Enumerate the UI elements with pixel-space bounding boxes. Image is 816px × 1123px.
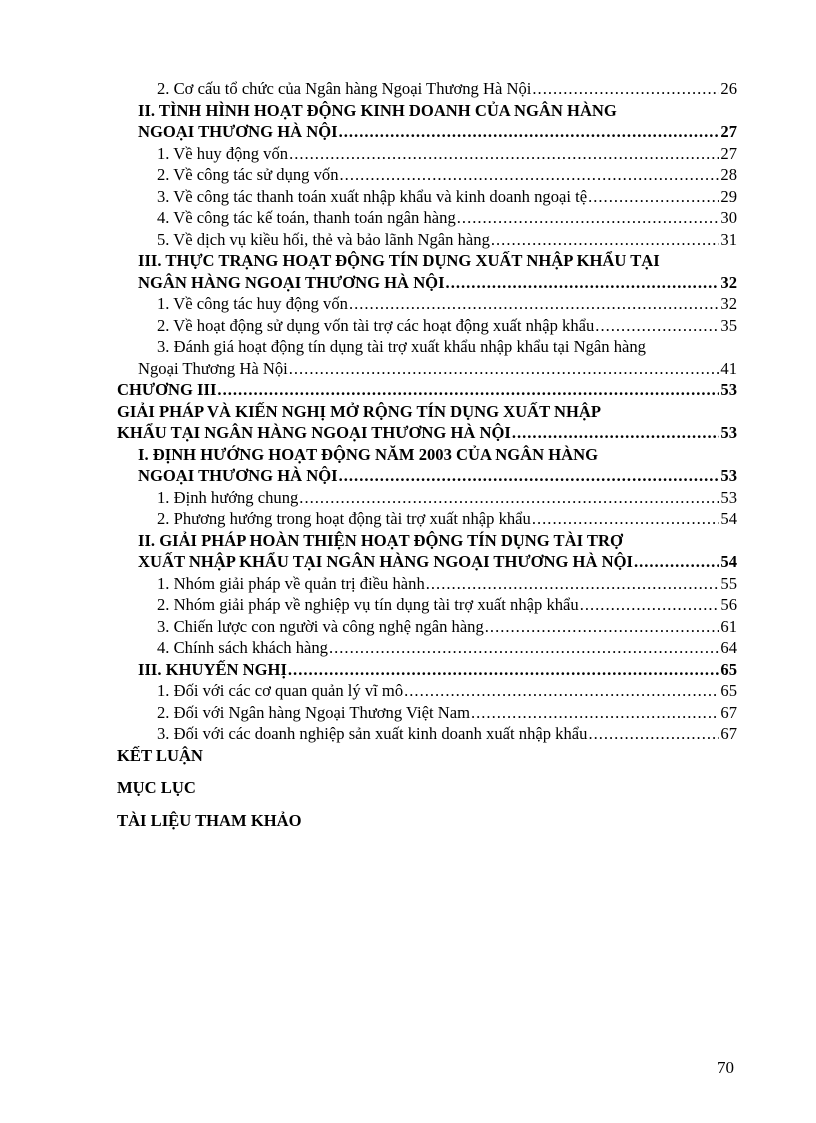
toc-entry-page: 32 — [720, 272, 737, 292]
dot-leader — [588, 723, 719, 745]
toc-entry — [117, 616, 737, 638]
toc-heading: 3. Đánh giá hoạt động tín dụng tài trợ xuất khẩu nhập khẩu tại Ngân hàng — [157, 337, 646, 356]
toc-heading: II. GIẢI PHÁP HOÀN THIỆN HOẠT ĐỘNG TÍN DỤNG TÀI TRỢ — [138, 530, 623, 550]
toc-entry-page: 54 — [720, 509, 737, 528]
toc-entry-page: 54 — [720, 552, 737, 571]
toc-heading: GIẢI PHÁP VÀ KIẾN NGHỊ MỞ RỘNG TÍN DỤNG XUẤT NHẬP — [117, 401, 602, 421]
toc-entry-title: 3. Chiến lược con người và công nghệ ngân hàng — [157, 616, 484, 636]
toc-entry-page: 27 — [720, 122, 737, 141]
toc-entry-title: 4. Về công tác kế toán, thanh toán ngân hàng — [157, 208, 456, 227]
toc-heading: III. THỰC TRẠNG HOẠT ĐỘNG TÍN DỤNG XUẤT NHẬP KHẨU TẠI — [138, 251, 660, 270]
toc-entry-page: 55 — [720, 573, 737, 593]
toc-entry-title: 1. Về công tác huy động vốn — [157, 294, 348, 313]
dot-leader — [580, 594, 720, 616]
toc-entry-title: NGOẠI THƯƠNG HÀ NỘI — [138, 466, 338, 485]
toc-entry-page: 27 — [720, 143, 737, 163]
toc-entry — [117, 594, 737, 616]
toc-entry-page: 41 — [720, 358, 737, 378]
toc-heading: KẾT LUẬN — [117, 745, 203, 765]
toc-entry-page: 64 — [720, 638, 737, 657]
toc-entry-page: 53 — [720, 423, 737, 442]
dot-leader — [299, 487, 719, 509]
toc-entry — [117, 680, 737, 702]
toc-entry — [117, 508, 737, 530]
toc-entry — [117, 78, 737, 100]
toc-entry — [117, 379, 737, 401]
toc-entry-title: 1. Đối với các cơ quan quản lý vĩ mô — [157, 681, 404, 700]
dot-leader — [491, 229, 720, 251]
toc-entry — [117, 465, 737, 487]
toc-entry-title: 1. Nhóm giải pháp về quản trị điều hành — [157, 573, 425, 593]
toc-entry-title: XUẤT NHẬP KHẨU TẠI NGÂN HÀNG NGOẠI THƯƠNG HÀ NỘI — [138, 552, 633, 571]
toc-heading: I. ĐỊNH HƯỚNG HOẠT ĐỘNG NĂM 2003 CỦA NGÂN HÀNG — [138, 444, 599, 464]
toc-heading: TÀI LIỆU THAM KHẢO — [117, 810, 302, 830]
toc-entry-title: 5. Về dịch vụ kiều hối, thẻ và bảo lãnh Ngân hàng — [157, 229, 490, 249]
toc-entry-page: 35 — [720, 315, 737, 335]
toc-entry — [117, 723, 737, 745]
dot-leader — [426, 573, 720, 595]
toc-entry-page: 53 — [720, 487, 737, 507]
toc-entry — [117, 659, 737, 681]
toc-entry-page: 31 — [720, 229, 737, 249]
toc-entry — [117, 143, 737, 165]
toc-entry-title: 2. Về hoạt động sử dụng vốn tài trợ các hoạt động xuất nhập khẩu — [157, 315, 595, 335]
toc-spacer — [117, 766, 737, 777]
dot-leader — [485, 616, 720, 638]
toc-entry-page: 30 — [720, 208, 737, 227]
toc-entry-title: NGOẠI THƯƠNG HÀ NỘI — [138, 122, 338, 141]
dot-leader — [288, 659, 720, 681]
toc-entry-title: NGÂN HÀNG NGOẠI THƯƠNG HÀ NỘI — [138, 272, 445, 292]
toc-entry — [117, 207, 737, 229]
toc-entry-page: 53 — [720, 466, 737, 485]
toc-entry — [117, 315, 737, 337]
dot-leader — [595, 315, 719, 337]
toc-entry-title: 3. Đối với các doanh nghiệp sản xuất kinh doanh xuất nhập khẩu — [157, 724, 588, 743]
dot-leader — [532, 78, 719, 100]
toc-entry-title: 3. Về công tác thanh toán xuất nhập khẩu và kinh doanh ngoại tệ — [157, 186, 588, 206]
toc-entry-page: 53 — [720, 380, 737, 399]
dot-leader — [588, 186, 719, 208]
dot-leader — [339, 465, 720, 487]
toc-entry-title: 2. Phương hướng trong hoạt động tài trợ xuất nhập khẩu — [157, 509, 531, 528]
toc-entry-page: 26 — [720, 79, 737, 98]
dot-leader — [289, 143, 719, 165]
toc-entry-page: 61 — [720, 616, 737, 636]
toc-entry-page: 65 — [720, 659, 737, 679]
toc-entry — [117, 186, 737, 208]
toc-entry — [117, 358, 737, 380]
toc-entry-title: Ngoại Thương Hà Nội — [138, 358, 288, 378]
toc-entry-page: 56 — [720, 595, 737, 614]
toc-entry — [117, 573, 737, 595]
toc-entry — [117, 293, 737, 315]
toc-entry-page: 65 — [720, 681, 737, 700]
toc-entry-title: 2. Nhóm giải pháp về nghiệp vụ tín dụng tài trợ xuất nhập khẩu — [157, 595, 579, 614]
toc-entry-title: III. KHUYẾN NGHỊ — [138, 659, 287, 679]
toc-heading: MỤC LỤC — [117, 778, 196, 797]
toc-entry — [117, 637, 737, 659]
toc-entry-title: 1. Về huy động vốn — [157, 143, 289, 163]
toc-entry-title: 1. Định hướng chung — [157, 487, 299, 507]
dot-leader — [404, 680, 719, 702]
dot-leader — [512, 422, 720, 444]
toc-entry-page: 67 — [720, 724, 737, 743]
toc-entry-title: 2. Cơ cấu tổ chức của Ngân hàng Ngoại Thương Hà Nội — [157, 79, 532, 98]
toc-entry — [117, 229, 737, 251]
toc-entry-title: 2. Đối với Ngân hàng Ngoại Thương Việt Nam — [157, 702, 470, 722]
toc-entry — [117, 422, 737, 444]
toc-spacer — [117, 799, 737, 810]
dot-leader — [634, 551, 719, 573]
toc-entry-page: 32 — [720, 294, 737, 313]
dot-leader — [471, 702, 719, 724]
toc-entry-page: 67 — [720, 702, 737, 722]
toc-entry — [117, 551, 737, 573]
dot-leader — [329, 637, 719, 659]
toc-heading: II. TÌNH HÌNH HOẠT ĐỘNG KINH DOANH CỦA NGÂN HÀNG — [138, 100, 617, 120]
dot-leader — [532, 508, 720, 530]
toc-entry-title: 4. Chính sách khách hàng — [157, 638, 328, 657]
dot-leader — [339, 121, 720, 143]
dot-leader — [217, 379, 719, 401]
toc-entry — [117, 487, 737, 509]
toc-entry — [117, 272, 737, 294]
toc-entry-page: 28 — [720, 165, 737, 184]
dot-leader — [289, 358, 720, 380]
toc-entry-page: 29 — [720, 186, 737, 206]
table-of-contents — [117, 78, 737, 831]
toc-entry-title: CHƯƠNG III — [117, 380, 217, 399]
toc-entry — [117, 702, 737, 724]
toc-entry — [117, 164, 737, 186]
dot-leader — [446, 272, 720, 294]
dot-leader — [340, 164, 720, 186]
toc-entry-title: 2. Về công tác sử dụng vốn — [157, 165, 339, 184]
toc-entry — [117, 121, 737, 143]
dot-leader — [457, 207, 720, 229]
dot-leader — [349, 293, 719, 315]
page-number: 70 — [717, 1058, 734, 1077]
toc-entry-title: KHẨU TẠI NGÂN HÀNG NGOẠI THƯƠNG HÀ NỘI — [117, 423, 511, 442]
